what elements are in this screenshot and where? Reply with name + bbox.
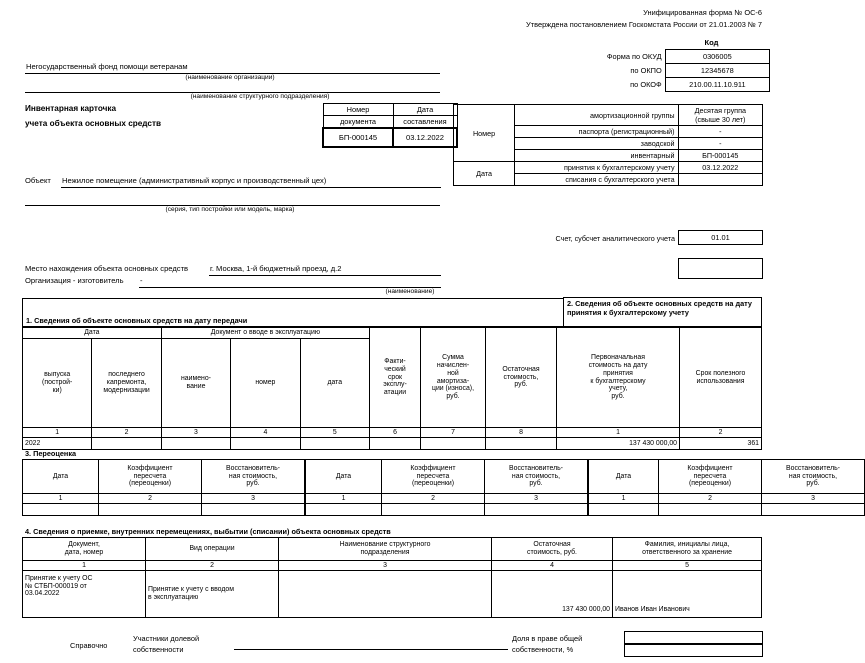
cell-actual-term — [370, 438, 421, 450]
inventory-number-value: БП-000145 — [678, 150, 762, 162]
document-date-label-l2: составления — [393, 116, 457, 129]
location-label: Место нахождения объекта основных средств — [25, 264, 189, 273]
table-row — [23, 571, 762, 618]
object-value-rule — [61, 187, 441, 188]
share-label-l1: Доля в праве общей — [512, 634, 583, 643]
s4-header-residual: Остаточная стоимость, руб. — [492, 538, 613, 561]
code-table — [600, 49, 770, 92]
share-value-box-1 — [624, 631, 763, 644]
cell-useful-life: 361 — [680, 438, 762, 450]
document-box-header-row2 — [323, 116, 457, 129]
shared-owners-label-l2: собственности — [133, 645, 184, 654]
card-title-line1: Инвентарная карточка — [25, 104, 117, 113]
group-number-label: Номер — [454, 105, 515, 162]
okof-value: 210.00.11.10.911 — [665, 78, 769, 92]
colnum-7: 7 — [421, 428, 486, 438]
s3-cell-b1-3 — [202, 504, 306, 516]
document-box-value-row — [323, 128, 457, 147]
object-value: Нежилое помещение (административный корпус и производственный цех) — [62, 176, 327, 185]
code-row-okof — [600, 78, 770, 92]
okpo-value: 12345678 — [665, 64, 769, 78]
s4-colnum-4: 4 — [492, 561, 613, 571]
manufacturer-label: Организация - изготовитель — [25, 276, 124, 285]
location-rule — [209, 275, 441, 276]
colnum-6: 6 — [370, 428, 421, 438]
document-date-value: 03.12.2022 — [393, 128, 457, 147]
document-number-label-l1: Номер — [323, 104, 393, 116]
header-accrued-depreciation: Сумма начислен- ной амортиза- ции (износа), руб. — [421, 328, 486, 428]
acceptance-date-label: принятия к бухгалтерскому учету — [515, 162, 679, 174]
s3-b1-header-coefficient: Коэффициент пересчета (переоценки) — [99, 460, 202, 494]
colnum-2: 2 — [92, 428, 161, 438]
s3-colnum-b2-2: 2 — [382, 494, 485, 504]
s3-b2-header-replacement: Восстановитель- ная стоимость, руб. — [485, 460, 589, 494]
row-acceptance-date — [454, 162, 763, 174]
s4-doc-l2: № СТБП-000019 от — [25, 582, 87, 590]
s3-b1-header-date: Дата — [23, 460, 99, 494]
acceptance-date-value: 03.12.2022 — [678, 162, 762, 174]
numbers-dates-table — [453, 104, 763, 186]
s3-cell-b1-1 — [23, 504, 99, 516]
s3-colnum-b2-3: 3 — [485, 494, 589, 504]
group-date-label: Дата — [454, 162, 515, 186]
document-number-label-l2: документа — [323, 116, 393, 129]
cell-residual-value — [486, 438, 557, 450]
account-value: 01.01 — [678, 230, 763, 245]
table-row — [23, 504, 865, 516]
section1-title: 1. Сведения об объекте основных средств на дату передачи — [26, 316, 248, 325]
document-date-label-l1: Дата — [393, 104, 457, 116]
shared-owners-label-l1: Участники долевой — [133, 634, 200, 643]
passport-number-label: паспорта (регистрационный) — [515, 126, 679, 138]
s3-colnum-b3-2: 2 — [659, 494, 762, 504]
depreciation-group-value — [678, 105, 762, 126]
s3-b3-header-coefficient: Коэффициент пересчета (переоценки) — [659, 460, 762, 494]
section1-2-table — [22, 327, 762, 450]
depreciation-group-value-l1: Десятая группа — [694, 106, 746, 115]
s4-op-l1: Принятие к учету с вводом — [148, 586, 234, 594]
okpo-label: по ОКПО — [630, 66, 662, 75]
section4-table — [22, 537, 762, 618]
colnum-8: 8 — [486, 428, 557, 438]
cell-initial-value: 137 430 000,00 — [557, 438, 680, 450]
cell-last-repair — [92, 438, 161, 450]
section3-column-numbers-row — [23, 494, 865, 504]
share-label-l2: собственности, % — [512, 645, 574, 654]
s3-colnum-b3-3: 3 — [762, 494, 865, 504]
okud-label: Форма по ОКУД — [606, 52, 662, 61]
group-date-header: Дата — [23, 328, 162, 339]
s4-colnum-3: 3 — [279, 561, 492, 571]
s3-b2-header-coefficient: Коэффициент пересчета (переоценки) — [382, 460, 485, 494]
inventory-number-label: инвентарный — [515, 150, 679, 162]
group-document-header: Документ о вводе в эксплуатацию — [161, 328, 369, 339]
code-row-okud — [600, 50, 770, 64]
s3-b3-header-date: Дата — [588, 460, 659, 494]
section4-title: 4. Сведения о приемке, внутренних перемещениях, выбытии (списании) объекта основных средств — [25, 527, 391, 536]
writeoff-date-label: списания с бухгалтерского учета — [515, 174, 679, 186]
organization-subdivision-caption: (наименование структурного подразделения) — [190, 93, 330, 100]
s3-cell-b3-2 — [659, 504, 762, 516]
cell-accrued-depreciation — [421, 438, 486, 450]
object-series-caption: (серия, тип постройки или модель, марка) — [165, 206, 295, 213]
s3-b3-header-replacement: Восстановитель- ная стоимость, руб. — [762, 460, 865, 494]
header-useful-life: Срок полезного использования — [680, 328, 762, 428]
document-number-date-box — [322, 103, 458, 148]
s4-colnum-2: 2 — [146, 561, 279, 571]
s4-header-subdivision: Наименование структурного подразделения — [279, 538, 492, 561]
section2-title: 2. Сведения об объекте основных средств на дату принятия к бухгалтерскому учету — [567, 299, 752, 317]
s4-header-document: Документ, дата, номер — [23, 538, 146, 561]
cell-doc-number — [231, 438, 300, 450]
table-row — [23, 438, 762, 450]
reference-label: Справочно — [70, 641, 108, 650]
card-title-line2: учета объекта основных средств — [25, 119, 161, 128]
header-doc-date: дата — [300, 339, 369, 428]
s3-cell-b2-2 — [382, 504, 485, 516]
cell-doc-date — [300, 438, 369, 450]
section3-header-row — [23, 460, 865, 494]
section2-title-box — [563, 297, 762, 327]
s4-colnum-5: 5 — [613, 561, 762, 571]
s3-cell-b2-3 — [485, 504, 589, 516]
colnum-3: 3 — [161, 428, 230, 438]
group-header-row — [23, 328, 762, 339]
s3-b2-header-date: Дата — [305, 460, 382, 494]
colnum-s2-2: 2 — [680, 428, 762, 438]
form-name-line: Унифицированная форма № ОС-6 — [643, 8, 762, 17]
section3-title: 3. Переоценка — [25, 449, 77, 458]
header-year-built: выпуска (построй- ки) — [23, 339, 92, 428]
s3-cell-b2-1 — [305, 504, 382, 516]
shared-owners-rule — [234, 649, 508, 650]
document-number-value: БП-000145 — [323, 128, 393, 147]
depreciation-group-label: амортизационной группы — [515, 105, 679, 126]
section4-header-row — [23, 538, 762, 561]
manufacturer-value: - — [140, 276, 143, 285]
writeoff-date-value — [678, 174, 762, 186]
okud-value: 0306005 — [665, 50, 769, 64]
s4-header-person: Фамилия, инициалы лица, ответственного за хранение — [613, 538, 762, 561]
s3-cell-b3-3 — [762, 504, 865, 516]
s4-op-l2: в эксплуатацию — [148, 594, 199, 601]
factory-number-value: - — [678, 138, 762, 150]
object-label: Объект — [25, 176, 51, 185]
s3-colnum-b3-1: 1 — [588, 494, 659, 504]
extra-code-box — [678, 258, 763, 279]
depreciation-group-value-l2: (свыше 30 лет) — [695, 115, 746, 124]
header-actual-term: Факти- ческий срок эксплу- атации — [370, 328, 421, 428]
s3-colnum-b1-3: 3 — [202, 494, 306, 504]
cell-year-built: 2022 — [23, 438, 92, 450]
row-depreciation-group — [454, 105, 763, 126]
document-box-header-row — [323, 104, 457, 116]
s4-cell-document — [23, 571, 146, 618]
s3-cell-b3-1 — [588, 504, 659, 516]
s3-cell-b1-2 — [99, 504, 202, 516]
column-numbers-row — [23, 428, 762, 438]
s3-colnum-b2-1: 1 — [305, 494, 382, 504]
organization-name: Негосударственный фонд помощи ветеранам — [26, 62, 188, 71]
s4-cell-subdivision — [279, 571, 492, 618]
colnum-5: 5 — [300, 428, 369, 438]
section3-table — [22, 459, 865, 516]
s4-doc-l1: Принятие к учету ОС — [25, 575, 93, 582]
header-residual-value: Остаточная стоимость, руб. — [486, 328, 557, 428]
s3-colnum-b1-2: 2 — [99, 494, 202, 504]
header-doc-number: номер — [231, 339, 300, 428]
passport-number-value: - — [678, 126, 762, 138]
code-column-header: Код — [704, 38, 719, 47]
cell-doc-name — [161, 438, 230, 450]
header-doc-name: наимено- вание — [161, 339, 230, 428]
colnum-s2-1: 1 — [557, 428, 680, 438]
s4-cell-operation — [146, 571, 279, 618]
form-approval-line: Утверждена постановлением Госкомстата России от 21.01.2003 № 7 — [526, 20, 762, 29]
factory-number-label: заводской — [515, 138, 679, 150]
s4-colnum-1: 1 — [23, 561, 146, 571]
account-label: Счет, субсчет аналитического учета — [555, 234, 675, 243]
organization-name-caption: (наименование организации) — [185, 74, 275, 81]
section1-title-box — [22, 298, 563, 327]
colnum-4: 4 — [231, 428, 300, 438]
code-row-okpo — [600, 64, 770, 78]
s4-cell-person: Иванов Иван Иванович — [613, 571, 762, 618]
s4-cell-residual: 137 430 000,00 — [492, 571, 613, 618]
s4-header-operation: Вид операции — [146, 538, 279, 561]
s3-b1-header-replacement: Восстановитель- ная стоимость, руб. — [202, 460, 306, 494]
header-last-repair: последнего капремонта, модернизации — [92, 339, 161, 428]
colnum-1: 1 — [23, 428, 92, 438]
section4-column-numbers-row — [23, 561, 762, 571]
location-value: г. Москва, 1-й бюджетный проезд, д.2 — [210, 264, 342, 273]
header-initial-value: Первоначальная стоимость на дату принятия к бухгалтерскому учету, руб. — [557, 328, 680, 428]
share-value-box-2 — [624, 644, 763, 657]
s3-colnum-b1-1: 1 — [23, 494, 99, 504]
okof-label: по ОКОФ — [630, 80, 662, 89]
manufacturer-caption: (наименование) — [385, 288, 435, 295]
s4-doc-l3: 03.04.2022 — [25, 590, 60, 598]
